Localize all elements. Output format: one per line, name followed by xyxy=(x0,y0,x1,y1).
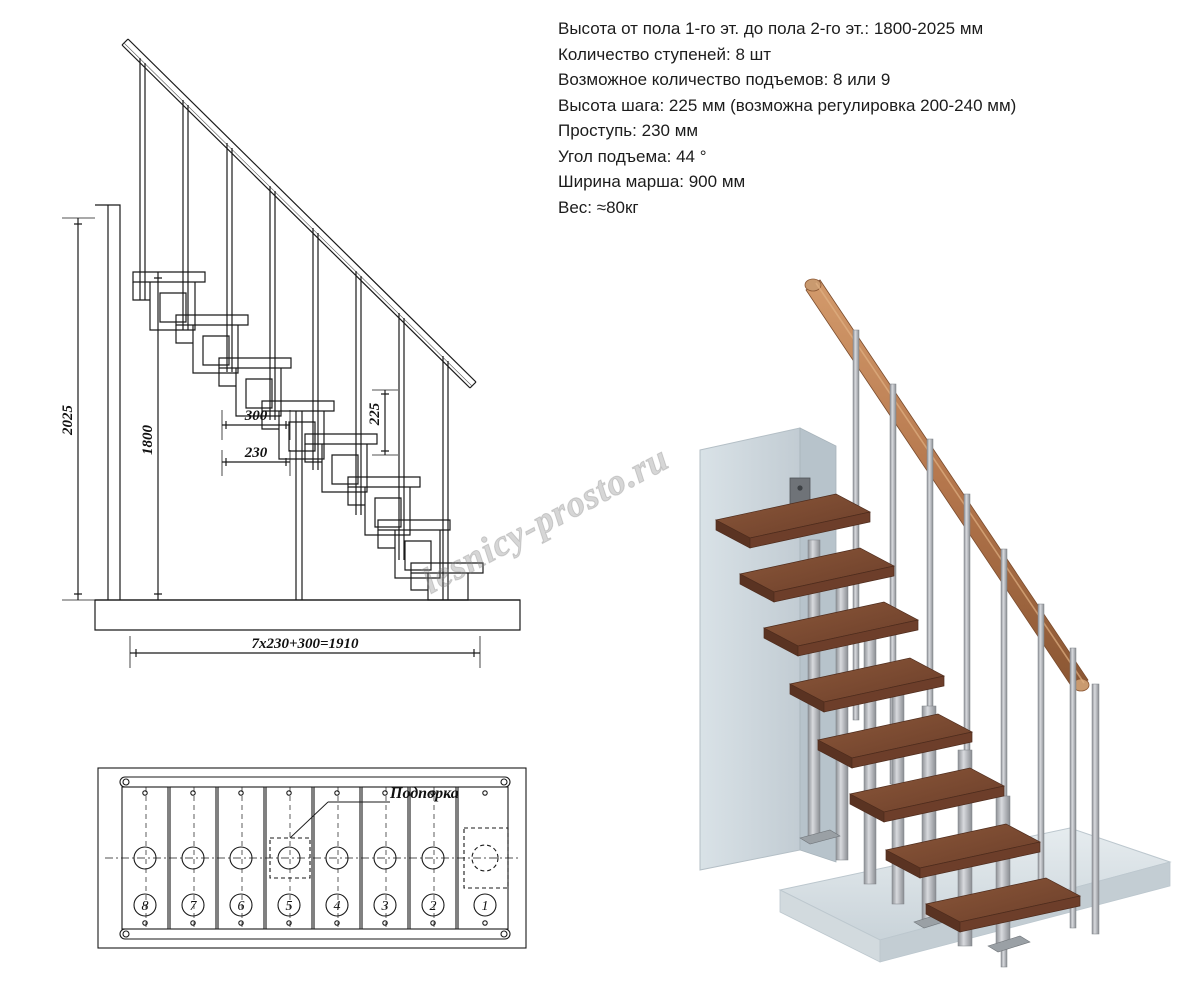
dim-label-2025: 2025 xyxy=(60,405,76,435)
tread-8 xyxy=(133,272,205,282)
spec-line-weight: Вес: ≈80кг xyxy=(558,197,639,217)
tread-1 xyxy=(411,563,483,573)
plan-drawing xyxy=(60,720,560,980)
watermark-text: lesnicy-prosto.ru xyxy=(415,437,676,603)
render-svg xyxy=(640,250,1190,992)
spec-line-tread: Проступь: 230 мм xyxy=(558,121,699,140)
specification-list xyxy=(558,16,1178,220)
bottom-rail-post xyxy=(1092,684,1099,934)
dim-label-225: 225 xyxy=(367,402,383,426)
baluster-3d-3 xyxy=(1038,604,1044,904)
spec-line-total-height: Высота от пола 1-го эт. до пола 2-го эт.: 1800-2025 мм xyxy=(558,19,984,38)
spec-line-step-count: Количество ступеней: 8 шт xyxy=(558,44,772,64)
floor-slab xyxy=(95,600,520,630)
dim-label-total-run: 7x230+300=1910 xyxy=(251,636,359,652)
spec-line-rise-count: Возможное количество подъемов: 8 или 9 xyxy=(558,70,891,89)
tread-6 xyxy=(219,358,291,368)
plan-rail-bottom xyxy=(120,929,510,939)
spec-line-width: Ширина марша: 900 мм xyxy=(558,172,746,191)
elevation-svg xyxy=(0,0,560,700)
plan-step-number-6: 6 xyxy=(237,899,245,914)
plan-support-label: Подпорка xyxy=(390,785,459,802)
tread-7 xyxy=(176,315,248,325)
dim-label-300: 300 xyxy=(244,408,268,424)
tread-3 xyxy=(348,477,420,487)
plan-step-number-8: 8 xyxy=(141,899,149,914)
tread-4 xyxy=(305,434,377,444)
elevation-drawing xyxy=(0,0,560,700)
baluster-3d-2 xyxy=(1070,648,1076,928)
handrail-top xyxy=(122,45,470,388)
spec-line-step-height: Высота шага: 225 мм (возможна регулировка 200-240 мм) xyxy=(558,95,1017,115)
dim-label-1800: 1800 xyxy=(140,425,156,455)
plan-step-number-2: 2 xyxy=(429,899,437,914)
tread-2 xyxy=(378,520,450,530)
plan-step-number-1: 1 xyxy=(481,899,489,914)
stair-3d-render xyxy=(640,250,1190,992)
spec-line-angle: Угол подъема: 44 ° xyxy=(558,146,707,166)
plan-support-leader xyxy=(290,802,328,838)
plan-step-number-7: 7 xyxy=(189,899,197,914)
plan-svg xyxy=(60,720,560,980)
plan-step-number-3: 3 xyxy=(381,899,389,914)
tread-5 xyxy=(262,401,334,411)
plan-step-number-4: 4 xyxy=(333,899,341,914)
plan-step-number-5: 5 xyxy=(285,899,293,914)
dim-label-230: 230 xyxy=(244,445,268,461)
